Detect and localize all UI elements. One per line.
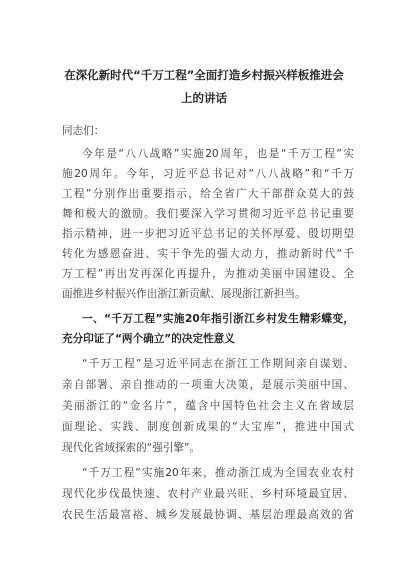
section-heading-line-2: 充分印证了“两个确立”的决定性意义 <box>62 333 235 345</box>
body-line: 现代化步伐最快速、农村产业最兴旺、乡村环境最宜居、 <box>62 488 354 500</box>
section-heading-line-1: 一、“千万工程”实施20年指引浙江乡村发生精彩蝶变， <box>82 313 354 325</box>
body-line: 面推进乡村振兴作出浙江新贡献、展现浙江新担当。 <box>62 288 306 300</box>
body-line: 现代化省域探索的“强引擎”。 <box>62 442 201 454</box>
body-line: 工程”分别作出重要指示，给全省广大干部群众莫大的鼓 <box>62 188 354 200</box>
body-line: 美丽浙江的“金名片”，蕴含中国特色社会主义在省域层 <box>62 400 354 412</box>
body-line: 今年是“八八战略”实施20周年，也是“千万工程”实 <box>82 148 354 160</box>
body-line: 农民生活最富裕、城乡发展最协调、基层治理最高效的省 <box>62 509 354 521</box>
salutation: 同志们： <box>62 125 105 137</box>
body-line: 亲自部署、亲自推动的一项重大决策，是展示美丽中国、 <box>62 379 354 391</box>
body-line: 施20周年。今年，习近平总书记对“八八战略”和“千万 <box>62 168 354 180</box>
body-line: “千万工程”实施20年来，推动浙江成为全国农业农村 <box>82 467 354 479</box>
body-line: 面理论、实践、制度创新成果的“大宝库”，推进中国式 <box>62 421 354 433</box>
body-line: 万工程”再出发再深化再提升，为推动美丽中国建设、全 <box>62 268 354 280</box>
body-line: “千万工程”是习近平同志在浙江工作期间亲自谋划、 <box>82 358 354 370</box>
document-title-line-2: 上的讲话 <box>181 91 227 105</box>
body-line: 指示精神，进一步把习近平总书记的关怀厚爱、殷切期望 <box>62 228 354 240</box>
body-line: 舞和极大的激励。我们要深入学习贯彻习近平总书记重要 <box>62 208 354 220</box>
document-title-line-1: 在深化新时代“千万工程”全面打造乡村振兴样板推进会 <box>64 68 344 82</box>
body-line: 转化为感恩奋进、实干争先的强大动力，推动新时代“千 <box>62 248 354 260</box>
